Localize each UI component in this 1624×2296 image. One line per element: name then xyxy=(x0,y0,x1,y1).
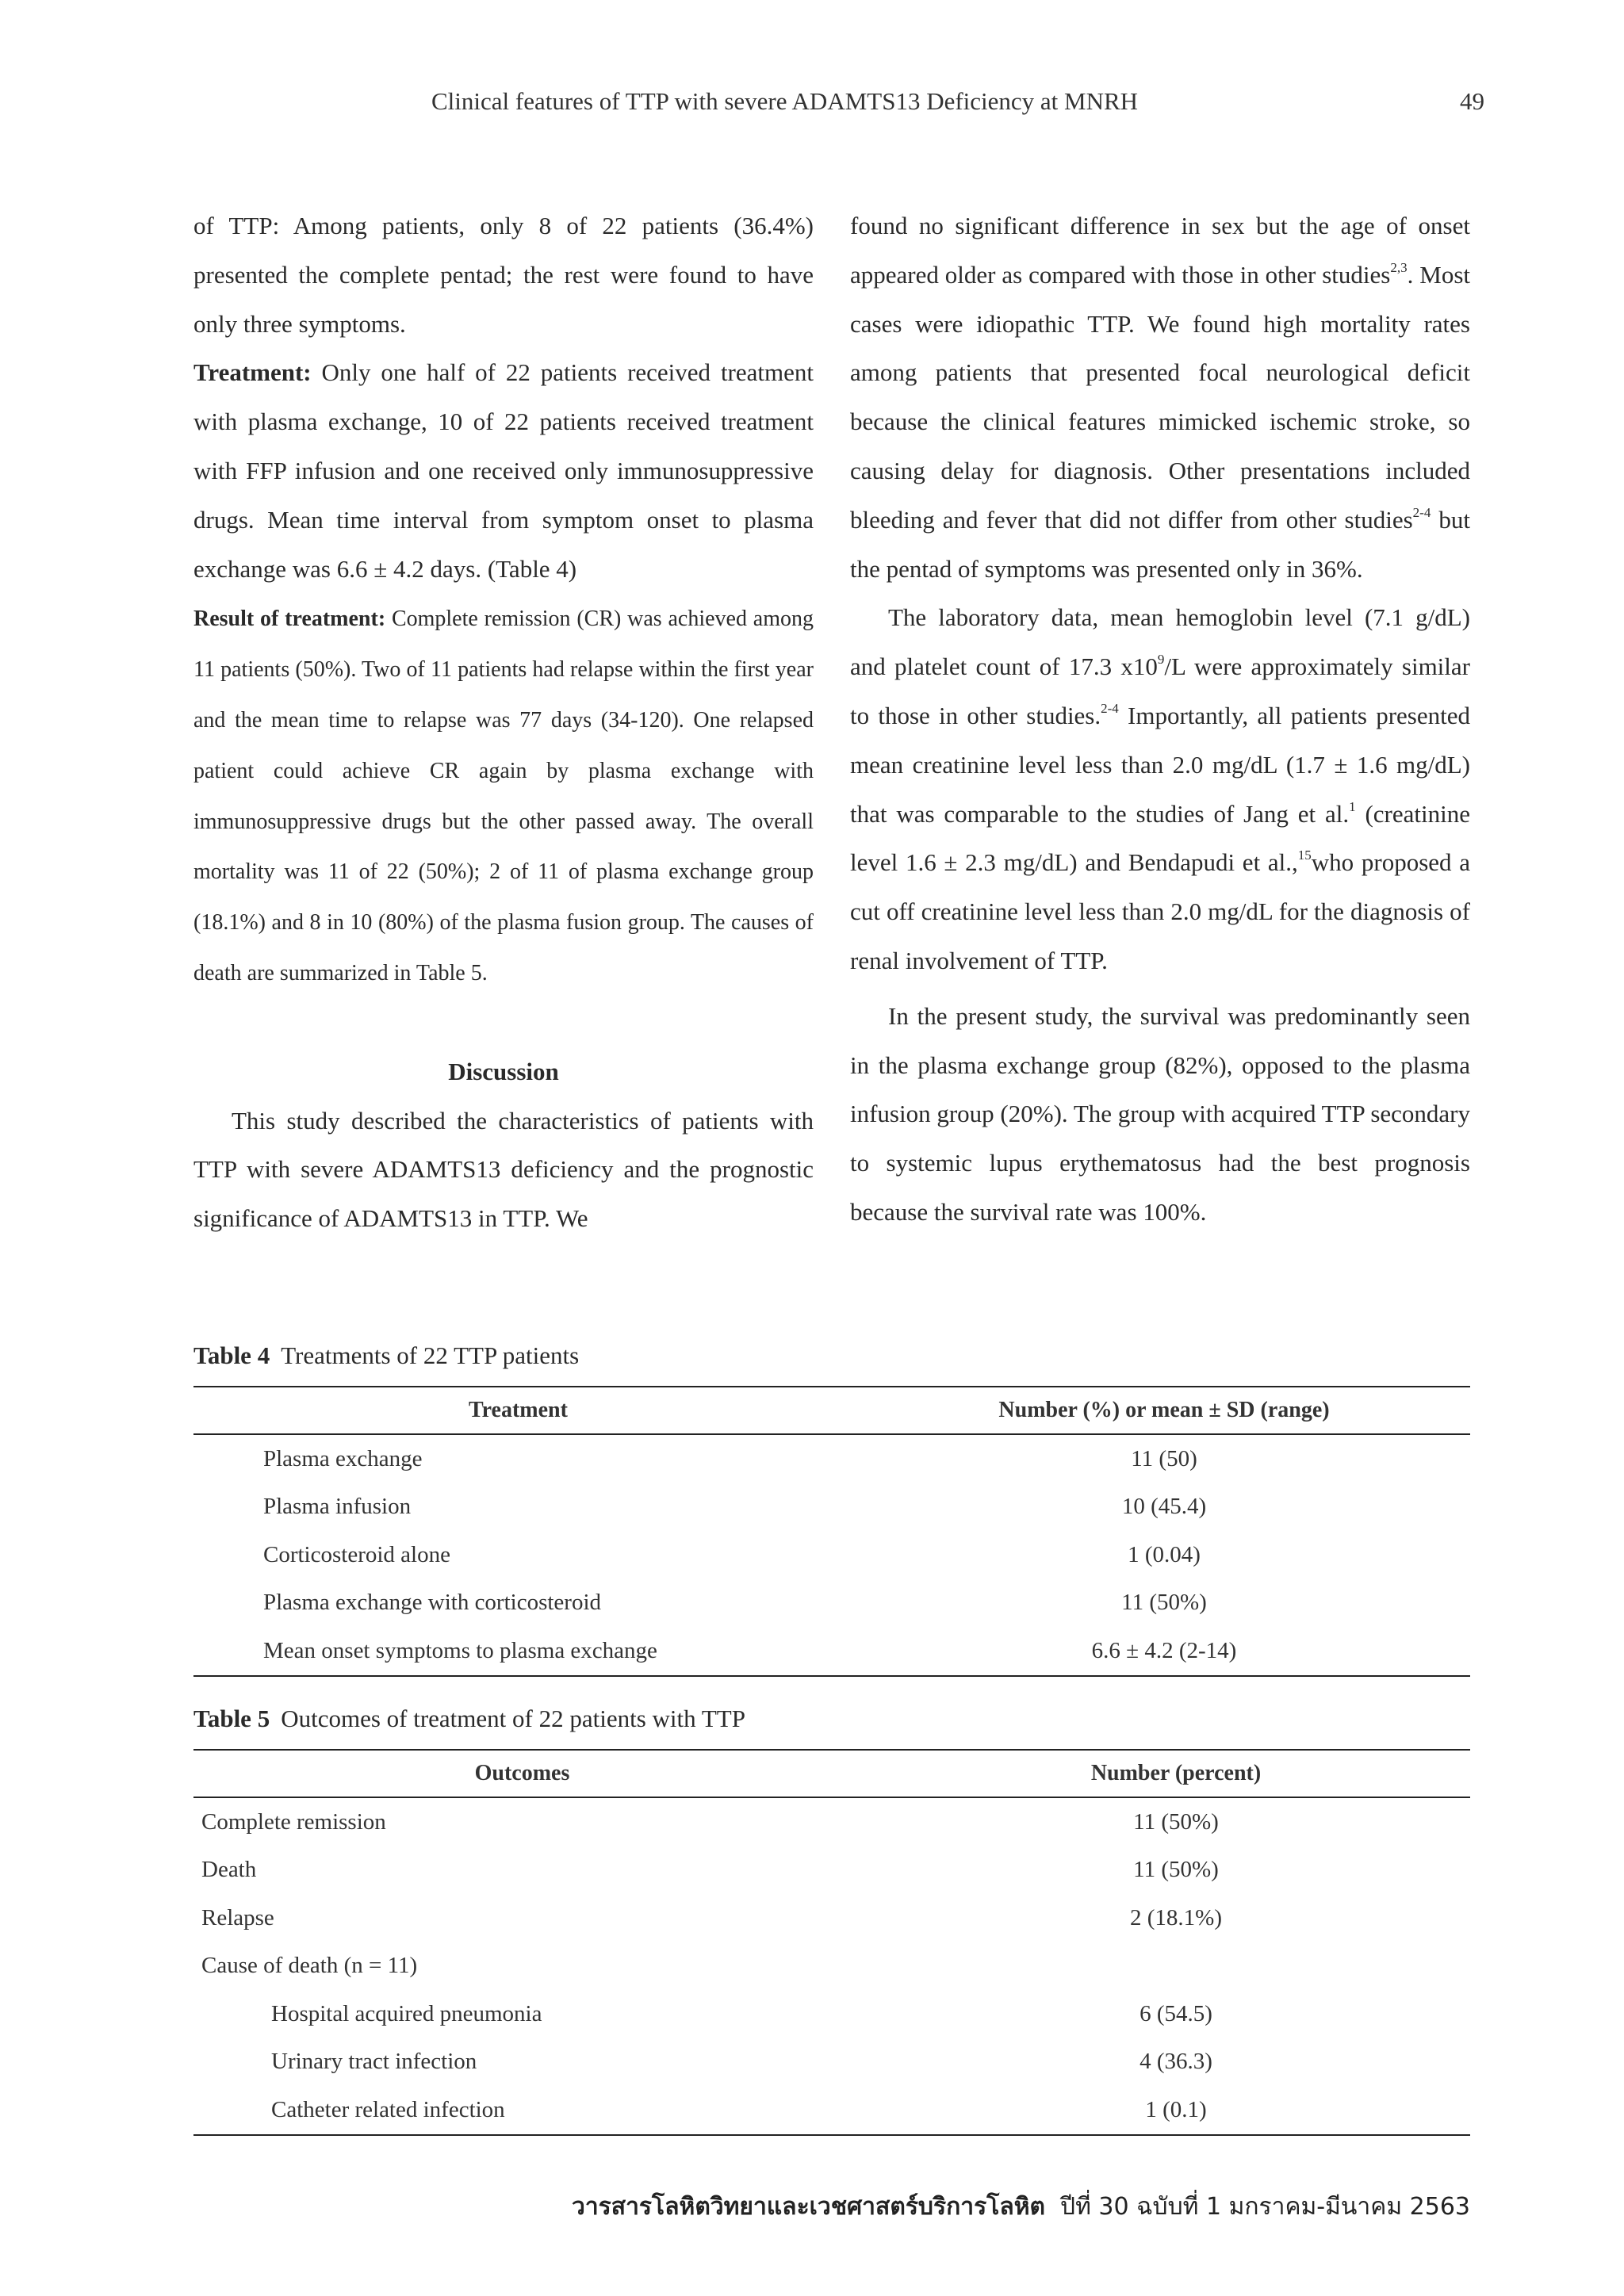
table-cell: 1 (0.04) xyxy=(1128,1541,1201,1567)
table-cell: Plasma exchange with corticosteroid xyxy=(263,1590,602,1616)
text-segment: . Most cases were idiopathic TTP. We found high mortality rates among patients that presented focal neurological deficit because the clinical features mimicked ischemic stroke, so causing delay for diagnosis. Other presentations included bleeding and fever that did not differ from other studies xyxy=(850,260,1470,534)
table-row xyxy=(193,1990,1470,2038)
table-cell: 2 (18.1%) xyxy=(1130,1904,1222,1931)
paragraph-survival: In the present study, the survival was predominantly seen in the plasma exchange group (82%), opposed to the plasma infusion group (20%). The group with acquired TTP secondary to systemic lupus erythematosus had the best prognosis because the survival rate was 100%. xyxy=(850,1001,1471,1226)
table-cell: 11 (50%) xyxy=(1133,1808,1219,1835)
table4-number: Table 4 xyxy=(193,1341,270,1369)
journal-name: วารสารโลหิตวิทยาและเวชศาสตร์บริการโลหิต xyxy=(571,2193,1045,2221)
column-header: Outcomes xyxy=(193,1750,851,1797)
paragraph-pentad: of TTP: Among patients, only 8 of 22 patients (36.4%) presented the complete pentad; the rest were found to have only three symptoms. xyxy=(193,212,814,338)
result-text: Complete remission (CR) was achieved among 11 patients (50%). Two of 11 patients had relapse within the first year and the mean time to relapse was 77 days (34-120). One relapsed patient could achieve CR again by plasma exchange with immunosuppressive drugs but the other passed away. The overall mortality was 11 of 22 (50%); 2 of 11 of plasma exchange group (18.1%) and 8 in 10 (80%) of the plasma fusion group. The causes of death are summarized in Table 5. xyxy=(193,607,814,985)
table-cell: Mean onset symptoms to plasma exchange xyxy=(193,1627,843,1676)
table-cell: Plasma exchange xyxy=(263,1445,423,1471)
text-segment: /L were approximately similar to those in other studies. xyxy=(850,652,1470,729)
table-cell xyxy=(851,1942,1470,1991)
table-row xyxy=(193,1627,1470,1676)
table-row xyxy=(193,1483,1470,1532)
journal-footer xyxy=(572,2188,1470,2225)
table-cell: 11 (50) xyxy=(1131,1445,1197,1471)
citation: 2,3 xyxy=(1390,259,1408,275)
table-cell: Death xyxy=(201,1857,257,1883)
table4-title: Treatments of 22 TTP patients xyxy=(281,1341,580,1369)
table-cell: Cause of death (n = 11) xyxy=(201,1953,418,1979)
column-header: Number (%) or mean ± SD (range) xyxy=(843,1387,1470,1434)
table5 xyxy=(193,1749,1470,2136)
table-row xyxy=(193,2086,1470,2135)
table-cell: Corticosteroid alone xyxy=(263,1541,450,1567)
discussion-heading: Discussion xyxy=(448,1057,559,1085)
right-column xyxy=(850,201,1470,1237)
table-header-row xyxy=(193,1750,1470,1797)
paragraph-treatment xyxy=(193,348,814,593)
superscript: 9 xyxy=(1157,652,1165,668)
text-segment: The laboratory data, mean hemoglobin level (7.1 g/dL) and platelet count of 17.3 x10 xyxy=(850,603,1470,681)
treatment-label: Treatment: xyxy=(193,358,312,387)
table-row xyxy=(193,1894,1470,1942)
table-cell: Urinary tract infection xyxy=(271,2049,477,2075)
column-header: Treatment xyxy=(193,1387,843,1434)
table5-title: Outcomes of treatment of 22 patients with TTP xyxy=(281,1705,745,1732)
table-row xyxy=(193,2038,1470,2087)
text-segment: who proposed a cut off creatinine level less than 2.0 mg/dL for the diagnosis of renal involvement of TTP. xyxy=(850,848,1471,974)
table4-caption xyxy=(193,1341,579,1370)
result-label: Result of treatment: xyxy=(193,607,386,632)
treatment-text: Only one half of 22 patients received treatment with plasma exchange, 10 of 22 patients received treatment with FFP infusion and one received only immunosuppressive drugs. Mean time interval from symptom onset to plasma exchange was 6.6 ± 4.2 days. (Table 4) xyxy=(193,358,814,583)
table-row xyxy=(193,1942,1470,1991)
text-segment: (creatinine level 1.6 ± 2.3 mg/dL) and Bendapudi et al., xyxy=(850,799,1470,877)
paragraph-result xyxy=(193,593,814,997)
table5-caption xyxy=(193,1705,745,1733)
column-header: Number (percent) xyxy=(851,1750,1470,1797)
left-column xyxy=(193,201,814,1243)
table-cell: 6.6 ± 4.2 (2-14) xyxy=(843,1627,1470,1676)
table-cell: 6 (54.5) xyxy=(1139,2000,1212,2026)
paragraph-laboratory xyxy=(850,593,1470,985)
table-cell: 10 (45.4) xyxy=(1121,1494,1207,1520)
running-title: Clinical features of TTP with severe ADAMTS13 Deficiency at MNRH xyxy=(431,87,1139,115)
table-row xyxy=(193,1531,1470,1579)
table-cell: Hospital acquired pneumonia xyxy=(271,2000,542,2026)
table-cell: Catheter related infection xyxy=(193,2086,851,2135)
table-row xyxy=(193,1846,1470,1895)
table-cell: 1 (0.1) xyxy=(851,2086,1470,2135)
citation: 1 xyxy=(1349,798,1356,814)
paragraph-discussion: This study described the characteristics of patients with TTP with severe ADAMTS13 deficiency and the prognostic significance of ADAMTS13 in TTP. We xyxy=(193,1106,814,1233)
table-cell: Plasma infusion xyxy=(263,1494,412,1520)
text-segment: found no significant difference in sex but the age of onset appeared older as compared with those in other studies xyxy=(850,212,1470,289)
table-row xyxy=(193,1797,1470,1846)
table-cell: 11 (50%) xyxy=(1133,1857,1219,1883)
table-cell: Complete remission xyxy=(201,1808,386,1835)
table5-number: Table 5 xyxy=(193,1705,270,1732)
journal-issue: ปีที่ 30 ฉบับที่ 1 มกราคม-มีนาคม 2563 xyxy=(1060,2193,1470,2221)
table4 xyxy=(193,1386,1470,1677)
table-cell: 11 (50%) xyxy=(1121,1590,1207,1616)
table-header-row xyxy=(193,1387,1470,1434)
citation: 2-4 xyxy=(1101,700,1119,716)
text-segment: but the pentad of symptoms was presented only in 36%. xyxy=(850,505,1470,583)
text-segment: Importantly, all patients presented mean creatinine level less than 2.0 mg/dL (1.7 ± 1.6 mg/dL) that was comparable to the studies of Jang et al. xyxy=(850,701,1470,828)
page-number: 49 xyxy=(1460,87,1484,115)
table-cell: Relapse xyxy=(201,1904,274,1931)
table-row xyxy=(193,1579,1470,1628)
table-row xyxy=(193,1434,1470,1483)
table-cell: 4 (36.3) xyxy=(1139,2049,1212,2075)
citation: 2-4 xyxy=(1412,504,1431,520)
paragraph-age-onset xyxy=(850,201,1470,593)
citation: 15 xyxy=(1297,848,1312,863)
